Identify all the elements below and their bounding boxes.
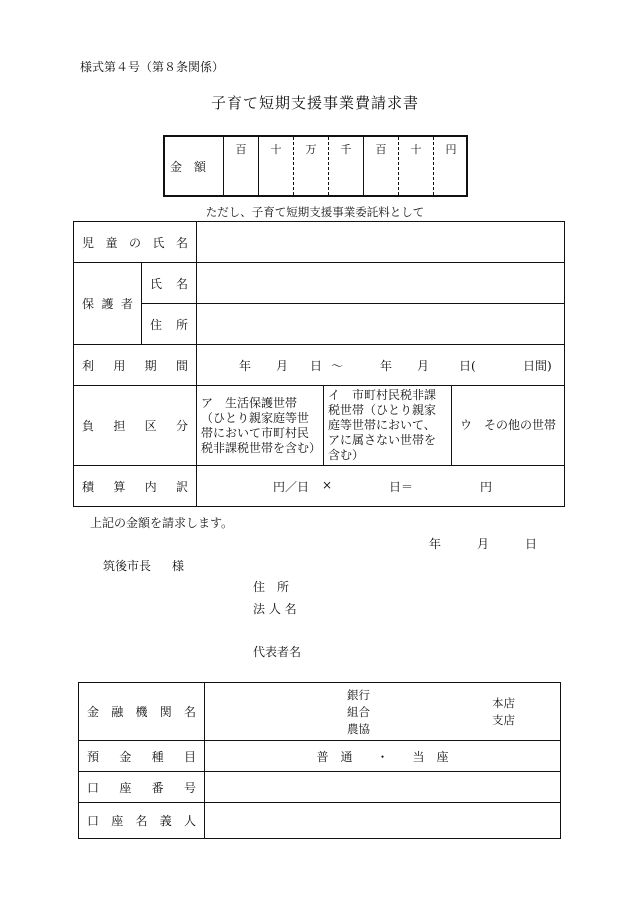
breakdown-days: 日＝: [389, 480, 414, 494]
period-month-start: 月: [276, 359, 289, 373]
account-number-label: 口 座 番 号: [87, 780, 196, 795]
addressee-honorific: 様: [172, 559, 185, 573]
account-holder-label: 口 座 名 義 人: [87, 814, 196, 828]
amount-label: 金額: [165, 137, 224, 195]
request-details-table: [73, 221, 565, 507]
deposit-type-row: [79, 741, 561, 772]
account-holder-row: [79, 803, 561, 839]
digit-hundred[interactable]: 百: [363, 137, 398, 195]
account-number-field[interactable]: [205, 772, 561, 803]
category-a-option[interactable]: ア 生活保護世帯（ひとり親家庭等世帯において市町村民税非課税世帯を含む）: [197, 386, 324, 466]
form-number: 様式第４号（第８条関係）: [80, 60, 225, 74]
breakdown-yen: 円: [480, 480, 493, 494]
branch-type-list: [492, 695, 515, 729]
breakdown-label: 積 算 内 訳: [82, 479, 188, 494]
period-month-end: 月: [417, 359, 430, 373]
guardian-name-row: [74, 263, 565, 304]
branch-type-main: 本店: [492, 695, 515, 710]
period-days: 日間): [523, 359, 552, 373]
digit-ten[interactable]: 十: [398, 137, 433, 195]
date-year: 年: [429, 537, 442, 551]
guardian-address-field[interactable]: [197, 304, 565, 345]
amount-box: [163, 135, 468, 197]
period-year-start: 年: [239, 359, 252, 373]
burden-label: 負 担 区 分: [82, 419, 188, 433]
claimant-address-label: 住 所: [253, 580, 290, 594]
bank-account-table: [78, 682, 561, 839]
guardian-name-label: 氏 名: [150, 276, 189, 291]
request-statement: 上記の金額を請求します。: [90, 516, 234, 530]
bank-type-agri: 農協: [347, 721, 370, 736]
digit-hundred-thousand[interactable]: 百: [223, 137, 258, 195]
child-name-field[interactable]: [197, 222, 565, 263]
digit-yen[interactable]: 円: [433, 137, 468, 195]
account-holder-field[interactable]: [205, 803, 561, 839]
document-title: 子育て短期支援事業費請求書: [210, 94, 419, 112]
account-number-row: [79, 772, 561, 803]
burden-row: [74, 386, 565, 466]
breakdown-row: [74, 466, 565, 507]
bank-type-list: [347, 687, 370, 738]
child-name-row: [74, 222, 565, 263]
addressee-name: 筑後市長: [103, 559, 152, 573]
breakdown-per-day: 円／日: [273, 480, 310, 494]
guardian-name-field[interactable]: [197, 263, 565, 304]
period-tilde: ～: [331, 359, 344, 373]
period-row: [74, 345, 565, 386]
bank-type-union: 組合: [347, 704, 370, 719]
period-day-start: 日: [310, 359, 323, 373]
guardian-address-label: 住 所: [150, 317, 189, 332]
guardian-address-row: [74, 304, 565, 345]
claimant-rep-label: 代表者名: [253, 645, 302, 659]
institution-row: [79, 683, 561, 741]
branch-type-branch: 支店: [492, 712, 515, 727]
institution-label: 金 融 機 関 名: [87, 705, 196, 719]
guardian-label: 保 護 者: [82, 297, 133, 311]
period-field[interactable]: [197, 345, 565, 386]
deposit-type-label: 預 金 種 目: [87, 749, 196, 764]
digit-ten-thousand-tens[interactable]: 十: [258, 137, 293, 195]
date-day: 日: [525, 537, 538, 551]
digit-thousand[interactable]: 千: [328, 137, 363, 195]
period-label: 利 用 期 間: [82, 358, 188, 373]
claimant-corp-label: 法 人 名: [253, 602, 297, 616]
breakdown-times: ×: [322, 478, 333, 492]
bank-type-bank: 銀行: [347, 687, 370, 702]
digit-ten-thousand[interactable]: 万: [293, 137, 328, 195]
deposit-type-options[interactable]: 普 通 ・ 当 座: [205, 741, 561, 772]
period-day-end: 日(: [459, 359, 476, 373]
breakdown-field[interactable]: [197, 466, 565, 507]
category-i-option[interactable]: イ 市町村民税非課税世帯（ひとり親家庭等世帯において、アに属さない世帯を含む）: [324, 386, 452, 466]
child-name-label: 児 童 の 氏 名: [82, 235, 189, 250]
period-year-end: 年: [380, 359, 393, 373]
proviso-text: ただし、子育て短期支援事業委託料として: [205, 205, 425, 219]
date-month: 月: [477, 537, 490, 551]
institution-field[interactable]: [205, 683, 561, 741]
category-u-option[interactable]: ウ その他の世帯: [452, 386, 565, 466]
